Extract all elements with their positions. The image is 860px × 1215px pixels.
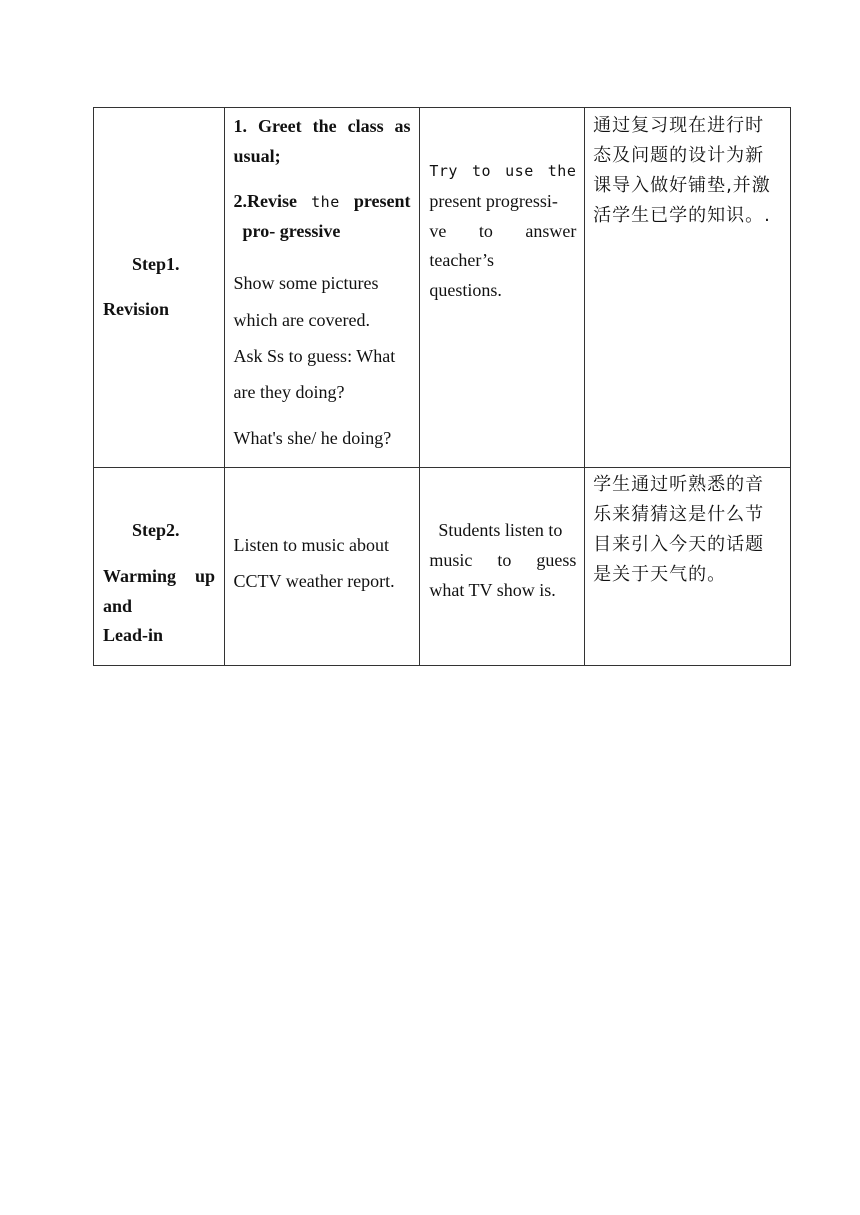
teacher-item-2-mono: the [311, 193, 340, 211]
teacher-ask-line2: are they doing? [233, 382, 345, 402]
teacher-line2: CCTV weather report. [233, 571, 395, 591]
teacher-show-line2: which are covered. [233, 310, 370, 330]
student-line1: Students listen to [438, 520, 563, 540]
purpose-cell [585, 108, 791, 468]
teacher-item-1-line1: 1. Greet the class as [233, 116, 411, 136]
step-name-line2: and [103, 596, 133, 616]
student-line2: present progressi- [429, 191, 558, 211]
student-line1: Try to use the [429, 162, 577, 180]
table-row-step2 [94, 468, 791, 666]
lesson-plan-table [93, 107, 791, 666]
step-cell [94, 108, 225, 468]
student-line3-word3: answer [525, 221, 577, 241]
step-title: Step1. [132, 254, 180, 274]
teacher-activity-cell [224, 468, 420, 666]
teacher-activity-cell [224, 108, 420, 468]
teacher-what-line: What's she/ he doing? [233, 428, 392, 448]
teacher-item-2-line2: pro- gressive [242, 221, 341, 241]
purpose-line4: 活学生已学的知识。. [593, 205, 771, 226]
student-line3-word2: to [478, 221, 493, 241]
table-row-step1 [94, 108, 791, 468]
student-line2-word1: music [429, 550, 473, 570]
student-activity-cell [420, 108, 585, 468]
student-line5: questions. [429, 280, 502, 300]
purpose-line2: 态及问题的设计为新 [593, 145, 765, 166]
student-line3: what TV show is. [429, 580, 556, 600]
teacher-item-2-prefix: 2.Revise [233, 191, 298, 211]
purpose-line1: 通过复习现在进行时 [593, 115, 765, 136]
student-line3 [429, 216, 576, 246]
step-name-line1: Warming up [103, 566, 215, 586]
step-name: Revision [103, 299, 170, 319]
purpose-line3: 课导入做好铺垫,并激 [593, 175, 771, 196]
step-name-line3: Lead-in [103, 625, 164, 645]
purpose-line4: 是关于天气的。 [593, 564, 727, 585]
student-line2 [429, 545, 576, 575]
teacher-ask-line1: Ask Ss to guess: What [233, 346, 396, 366]
student-line4: teacher’s [429, 250, 495, 270]
student-activity-cell [420, 468, 585, 666]
student-line3-word1: ve [429, 221, 447, 241]
step-cell [94, 468, 225, 666]
student-line2-word2: to [497, 550, 512, 570]
teacher-item-1-line2: usual; [233, 146, 281, 166]
teacher-line1: Listen to music about [233, 535, 390, 555]
purpose-cell [585, 468, 791, 666]
teacher-item-2-line1 [234, 186, 411, 217]
purpose-line2: 乐来猜猜这是什么节 [593, 504, 765, 525]
purpose-line1: 学生通过听熟悉的音 [593, 474, 765, 495]
teacher-show-line1: Show some pictures [233, 273, 379, 293]
purpose-line3: 目来引入今天的话题 [593, 534, 765, 555]
teacher-item-2-suffix: present [353, 191, 411, 211]
step-title: Step2. [132, 520, 180, 540]
student-line2-word3: guess [536, 550, 577, 570]
